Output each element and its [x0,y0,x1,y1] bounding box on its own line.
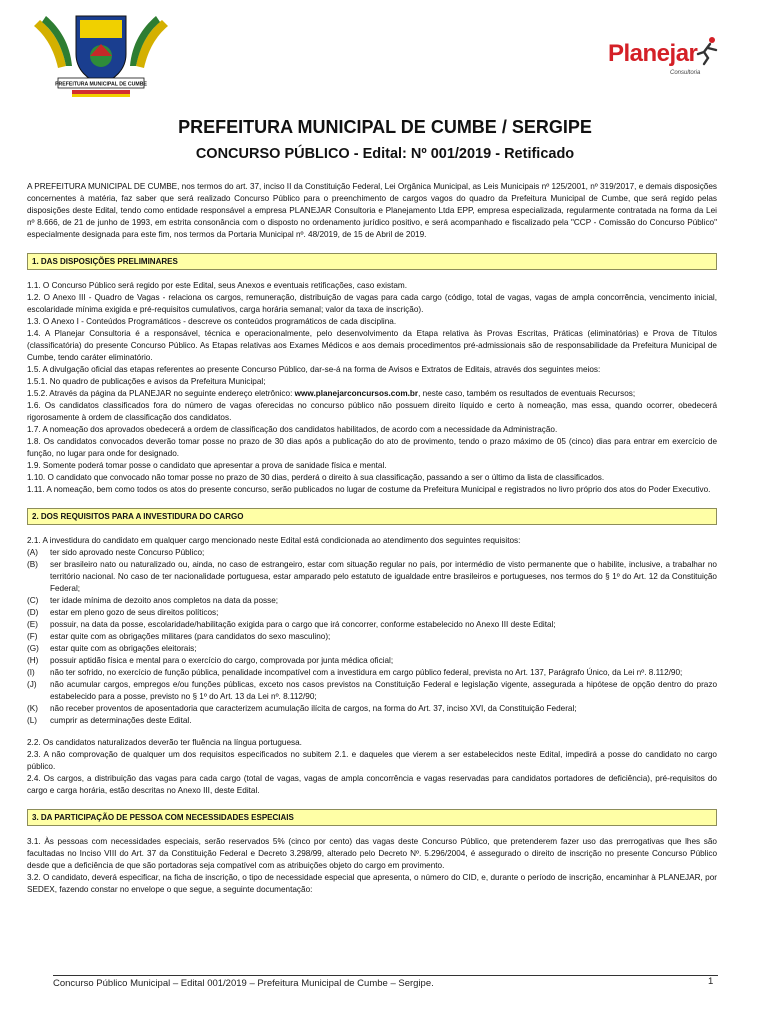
requirement-j [27,679,717,703]
requirement-text: não acumular cargos, empregos e/ou funções públicas, exceto nos casos previstos na Constituição Federal e legislação vigente, assegurada a hipótese de opção dentro do prazo estabelecido para a posse, previsto no § 1º do Art. 13 da Lei nº. 8.112/90; [50,680,717,701]
requirement-e [27,619,717,631]
requirement-text: ter sido aprovado neste Concurso Público; [50,548,205,557]
edital-body [27,181,717,896]
requirement-label: (I) [27,668,35,677]
item-1-10: 1.10. O candidato que convocado não tomar posse no prazo de 30 dias, perderá o direito à sua classificação, passando a ser o último da lista de classificados. [27,473,605,482]
planejar-logo-subtext: Consultoria [670,70,701,76]
wings-left [34,16,72,68]
requirement-text: possuir, na data da posse, escolaridade/habilitação exigida para o cargo que irá concorrer, conforme estabelecido no Anexo III deste Edital; [50,620,556,629]
requirement-label: (A) [27,548,38,557]
requirement-text: ser brasileiro nato ou naturalizado ou, ainda, no caso de estrangeiro, estar com situação regular no país, por intermédio de visto permanente que o habilite, inclusive, a trabalhar no território nacional. No caso de ter nacionalidade portuguesa, estar amparado pelo estatuto de igualdade entre brasileiros e portugueses, nos termos do § 1º do Art. 12 da Constituição Federal; [50,560,717,593]
svg-text:PREFEITURA MUNICIPAL DE CUMBE: PREFEITURA MUNICIPAL DE CUMBE [55,81,147,88]
planejar-url-link[interactable]: www.planejarconcursos.com.br [294,389,419,398]
requirement-f [27,631,717,643]
requirement-label: (J) [27,680,37,689]
requirement-label: (E) [27,620,38,629]
requirement-text: estar quite com as obrigações militares (para candidatos do sexo masculino); [50,632,331,641]
requirement-text: não ter sofrido, no exercício de função pública, penalidade incompatível com a investidura em cargo público federal, prevista no Art. 137, Parágrafo Único, da Lei nº. 8.112/90; [50,668,683,677]
item-1-5-2-prefix: 1.5.2. Através da página da PLANEJAR no seguinte endereço eletrônico: [27,389,295,398]
requirement-k [27,703,717,715]
requirement-text: possuir aptidão física e mental para o exercício do cargo, comprovada por junta médica oficial; [50,656,394,665]
item-1-6: 1.6. Os candidatos classificados fora do número de vagas oferecidas no concurso público não possuem direito líquido e certo à nomeação, mas essa, quando ocorrer, obedecerá rigorosamente à ordem de classificação dos candidatos. [27,401,717,422]
item-1-8: 1.8. Os candidatos convocados deverão tomar posse no prazo de 30 dias após a publicação do ato de provimento, tendo o prazo máximo de 05 (cinco) dias para entrar em exercício de função, no lugar para onde for designado. [27,437,717,458]
requirement-label: (C) [27,596,39,605]
requirement-c [27,595,717,607]
requirement-h [27,655,717,667]
shield [76,16,126,84]
requirement-b [27,559,717,595]
runner-icon [694,36,722,66]
section-3-heading: 3. DA PARTICIPAÇÃO DE PESSOA COM NECESSIDADES ESPECIAIS [27,809,717,826]
requirement-label: (B) [27,560,38,569]
item-1-5: 1.5. A divulgação oficial das etapas referentes ao presente Concurso Público, dar-se-á na forma de Avisos e Extratos de Editais, através dos seguintes meios: [27,365,601,374]
requirement-text: estar em pleno gozo de seus direitos políticos; [50,608,219,617]
item-1-7: 1.7. A nomeação dos aprovados obedecerá a ordem de classificação dos candidatos habilitados, de acordo com a necessidade da Administração. [27,425,558,434]
page-number: 1 [708,976,714,987]
item-1-9: 1.9. Somente poderá tomar posse o candidato que apresentar a prova de sanidade física e mental. [27,461,387,470]
requirement-text: cumprir as determinações deste Edital. [50,716,192,725]
planejar-logo-text: Planejar [608,40,698,67]
item-1-2: 1.2. O Anexo III - Quadro de Vagas - relaciona os cargos, remuneração, distribuição de vagas para cada cargo (código, total de vagas, vagas de ampla concorrência, vencimento inicial, escolaridade mínima exigida e pré-requisitos cumulativos, carga horária semanal; valor da taxa de inscrição). [27,293,717,314]
section-1-heading: 1. DAS DISPOSIÇÕES PRELIMINARES [27,253,717,270]
requirement-label: (K) [27,704,38,713]
item-2-3: 2.3. A não comprovação de qualquer um dos requisitos especificados no subitem 2.1. e daqueles que vierem a ser estabelecidos neste Edital, impedirá a posse do candidato no cargo público. [27,750,717,771]
wings-right [130,16,168,68]
item-3-2: 3.2. O candidato, deverá especificar, na ficha de inscrição, o tipo de necessidade especial que apresenta, o número do CID, e, durante o período de inscrição, encaminhar à PLANEJAR, por SEDEX, fazendo constar no envelope o que segue, a seguinte documentação: [27,873,717,894]
requirement-l [27,715,717,727]
requirement-text: ter idade mínima de dezoito anos completos na data da posse; [50,596,279,605]
item-1-5-2 [27,388,717,400]
item-1-3: 1.3. O Anexo I - Conteúdos Programáticos - descreve os conteúdos programáticos de cada disciplina. [27,317,397,326]
item-1-4: 1.4. A Planejar Consultoria é a responsável, técnica e operacionalmente, pelo desenvolvimento da Etapa relativa às Provas Escritas, Práticas (eliminatórias) e Prova de Títulos (classificatória) do presente Concurso Público. As Etapas relativas aos Exames Médicos e aos demais procedimentos pré-admissionais são de responsabilidade da Prefeitura Municipal de Cumbe, tendo caráter eliminatório. [27,329,717,362]
requirement-a [27,547,717,559]
requirement-d [27,607,717,619]
item-2-1: 2.1. A investidura do candidato em qualquer cargo mencionado neste Edital está condicionada ao atendimento dos seguintes requisitos: [27,536,521,545]
planejar-logo [608,36,728,86]
intro-paragraph: A PREFEITURA MUNICIPAL DE CUMBE, nos termos do art. 37, inciso II da Constituição Federal, Lei Orgânica Municipal, as Leis Municipais nº 125/2001, nº 319/2017, e demais disposições concernentes à matéria, faz saber que será realizado Concurso Público para o preenchimento de cargos vagos do quadro da Prefeitura Municipal de Cumbe, que será regido pelas disposições deste Edital, tendo como entidade responsável a empresa PLANEJAR Consultoria e Planejamento Ltda EPP, empresa especializada, regularmente contratada na forma da Lei nº 8.666, de 21 de junho de 1993, em estrita consonância com o disposto no ordenamento jurídico positivo, e será acompanhado e fiscalizado pela "CCP - Comissão do Concurso Público" especialmente designada para este fim, nos termos da Portaria Municipal nº. 48/2019, de 15 de Abril de 2019. [27,182,717,239]
item-1-1: 1.1. O Concurso Público será regido por este Edital, seus Anexos e eventuais retificações, caso existam. [27,281,408,290]
requirement-text: estar quite com as obrigações eleitorais; [50,644,197,653]
section-2-heading: 2. DOS REQUISITOS PARA A INVESTIDURA DO CARGO [27,508,717,525]
requirement-label: (F) [27,632,38,641]
item-3-1: 3.1. Às pessoas com necessidades especiais, serão reservados 5% (cinco por cento) das vagas deste Concurso Público, que pretenderem fazer uso das prerrogativas que lhes são facultadas no Inciso VIII do Art. 37 da Constituição Federal e Decreto 3.298/99, alterado pelo Decreto Nº. 5.296/2004, é assegurado o direito de inscrição no presente Concurso Público desde que a deficiência de que são portadoras seja compatível com as atribuições objeto do cargo em provimento. [27,837,717,870]
page-footer: Concurso Público Municipal – Edital 001/2019 – Prefeitura Municipal de Cumbe – Sergipe. [53,978,434,989]
page-subtitle: CONCURSO PÚBLICO - Edital: Nº 001/2019 - Retificado [195,146,575,162]
requirement-label: (D) [27,608,39,617]
requirement-text: não receber proventos de aposentadoria que caracterizem acumulação ilícita de cargos, na forma do Art. 37, inciso XVI, da Constituição Federal; [50,704,577,713]
item-1-5-2-suffix: , neste caso, também os resultados de eventuais Recursos; [418,389,636,398]
requirement-i [27,667,717,679]
footer-divider [53,975,718,976]
item-1-5-1: 1.5.1. No quadro de publicações e avisos da Prefeitura Municipal; [27,377,266,386]
item-1-11: 1.11. A nomeação, bem como todos os atos do presente concurso, serão publicados no lugar de costume da Prefeitura Municipal e registrados no livro próprio dos atos do Poder Executivo. [27,485,711,494]
requirement-label: (H) [27,656,39,665]
banner [55,78,147,97]
requirement-label: (G) [27,644,39,653]
requirement-g [27,643,717,655]
requirement-label: (L) [27,716,38,725]
item-2-4: 2.4. Os cargos, a distribuição das vagas para cada cargo (total de vagas, vagas de ampla concorrência e vagas reservadas para candidatos portadores de deficiência), pré-requisitos do cargo e carga horária, estão descritas no Anexo III, deste Edital. [27,774,717,795]
item-2-2: 2.2. Os candidatos naturalizados deverão ter fluência na língua portuguesa. [27,738,302,747]
municipal-coat-of-arms [32,10,170,102]
page-title: PREFEITURA MUNICIPAL DE CUMBE / SERGIPE [178,117,592,137]
